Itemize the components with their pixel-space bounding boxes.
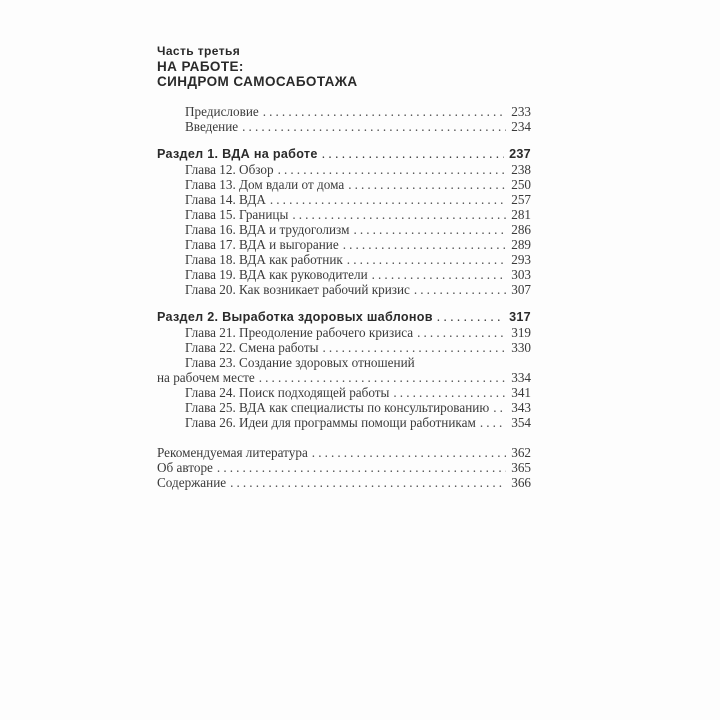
- toc-entry-label: Введение: [185, 119, 239, 134]
- dot-leader: [493, 400, 506, 415]
- dot-leader: [259, 370, 506, 385]
- toc-entry-wrap-continuation: [157, 370, 531, 385]
- toc-entry-label: Глава 21. Преодоление рабочего кризиса: [185, 325, 414, 340]
- back-entries: [157, 445, 531, 490]
- part-title-line1: НА РАБОТЕ:: [157, 59, 244, 74]
- toc-entry: [185, 252, 531, 267]
- dot-leader: [343, 237, 507, 252]
- toc-entry-page: 234: [511, 119, 531, 134]
- toc-entry-label: Глава 22. Смена работы: [185, 340, 319, 355]
- toc-entry-page: 354: [511, 415, 531, 430]
- toc-entry: [185, 177, 531, 192]
- toc-entry-page: 307: [511, 282, 531, 297]
- toc-entry-label: Содержание: [157, 475, 227, 490]
- toc-entry-label: Глава 15. Границы: [185, 207, 289, 222]
- dot-leader: [322, 146, 504, 161]
- toc-entry-page: 365: [511, 460, 531, 475]
- dot-leader: [278, 162, 507, 177]
- toc-entry-label: Глава 25. ВДА как специалисты по консультированию: [185, 400, 490, 415]
- section-heading: [157, 146, 531, 162]
- section-heading-label: Раздел 2. Выработка здоровых шаблонов: [157, 310, 433, 324]
- toc-entry: [185, 400, 531, 415]
- toc-entry-label: Глава 20. Как возникает рабочий кризис: [185, 282, 410, 297]
- toc-entry: [185, 340, 531, 355]
- toc-entry-label: Глава 16. ВДА и трудоголизм: [185, 222, 350, 237]
- toc-entry-page: 281: [511, 207, 531, 222]
- dot-leader: [348, 177, 506, 192]
- toc-entry-page: 330: [511, 340, 531, 355]
- toc-entry-page: 250: [511, 177, 531, 192]
- toc-entry: [185, 162, 531, 177]
- toc-entry-page: 334: [511, 370, 531, 385]
- toc-entry-label: Предисловие: [185, 104, 259, 119]
- toc-entry: [185, 207, 531, 222]
- dot-leader: [480, 415, 506, 430]
- toc-entry-page: 319: [511, 325, 531, 340]
- toc-entry: [185, 415, 531, 430]
- toc-entry-label: на рабочем месте: [157, 370, 255, 385]
- toc-entry-page: 257: [511, 192, 531, 207]
- toc-entry-label: Глава 23. Создание здоровых отношений: [185, 355, 415, 370]
- toc-entry: [185, 104, 531, 119]
- toc-entry-wrap-first-line: [185, 355, 531, 370]
- toc-entry-page: 362: [511, 445, 531, 460]
- dot-leader: [414, 282, 506, 297]
- toc-entry-label: Глава 24. Поиск подходящей работы: [185, 385, 390, 400]
- toc-entry-label: Глава 13. Дом вдали от дома: [185, 177, 345, 192]
- section-heading-label: Раздел 1. ВДА на работе: [157, 147, 318, 161]
- toc-entry-label: Глава 18. ВДА как работник: [185, 252, 343, 267]
- toc-entry-label: Глава 12. Обзор: [185, 162, 274, 177]
- toc-entry-page: 238: [511, 162, 531, 177]
- toc-entry: [185, 222, 531, 237]
- toc-entry-page: 341: [511, 385, 531, 400]
- dot-leader: [393, 385, 506, 400]
- dot-leader: [312, 445, 506, 460]
- toc-entry: [157, 460, 531, 475]
- toc-entry-label: Глава 17. ВДА и выгорание: [185, 237, 339, 252]
- dot-leader: [263, 104, 506, 119]
- toc-entry-page: 293: [511, 252, 531, 267]
- toc-entry-page: 286: [511, 222, 531, 237]
- toc-page: [157, 44, 531, 490]
- part-label: Часть третья: [157, 44, 241, 58]
- toc-entry-label: Глава 26. Идеи для программы помощи работникам: [185, 415, 476, 430]
- dot-leader: [437, 309, 504, 324]
- toc-entry-page: 366: [511, 475, 531, 490]
- dot-leader: [270, 192, 506, 207]
- dot-leader: [322, 340, 506, 355]
- toc-entry-page: 233: [511, 104, 531, 119]
- toc-entry: [185, 325, 531, 340]
- dot-leader: [242, 119, 506, 134]
- toc-entry-label: Рекомендуемая литература: [157, 445, 308, 460]
- dot-leader: [372, 267, 507, 282]
- toc-entry: [157, 475, 531, 490]
- section-heading-page: 317: [509, 310, 531, 324]
- toc-entry: [185, 119, 531, 134]
- section-heading-page: 237: [509, 147, 531, 161]
- section-heading: [157, 309, 531, 325]
- dot-leader: [292, 207, 506, 222]
- dot-leader: [417, 325, 506, 340]
- dot-leader: [230, 475, 506, 490]
- toc-entry: [185, 267, 531, 282]
- toc-entry: [185, 282, 531, 297]
- toc-entry-page: 303: [511, 267, 531, 282]
- toc-entry: [157, 445, 531, 460]
- toc-entry-label: Об авторе: [157, 460, 213, 475]
- toc-entry-label: Глава 14. ВДА: [185, 192, 266, 207]
- toc-entry-page: 289: [511, 237, 531, 252]
- toc-entry: [185, 237, 531, 252]
- dot-leader: [217, 460, 506, 475]
- toc-entry: [185, 385, 531, 400]
- part-title-line2: СИНДРОМ САМОСАБОТАЖА: [157, 74, 358, 89]
- dot-leader: [347, 252, 506, 267]
- front-entries: [157, 104, 531, 134]
- toc-entry-label: Глава 19. ВДА как руководители: [185, 267, 368, 282]
- dot-leader: [353, 222, 506, 237]
- toc-entry-page: 343: [511, 400, 531, 415]
- toc-entry: [185, 192, 531, 207]
